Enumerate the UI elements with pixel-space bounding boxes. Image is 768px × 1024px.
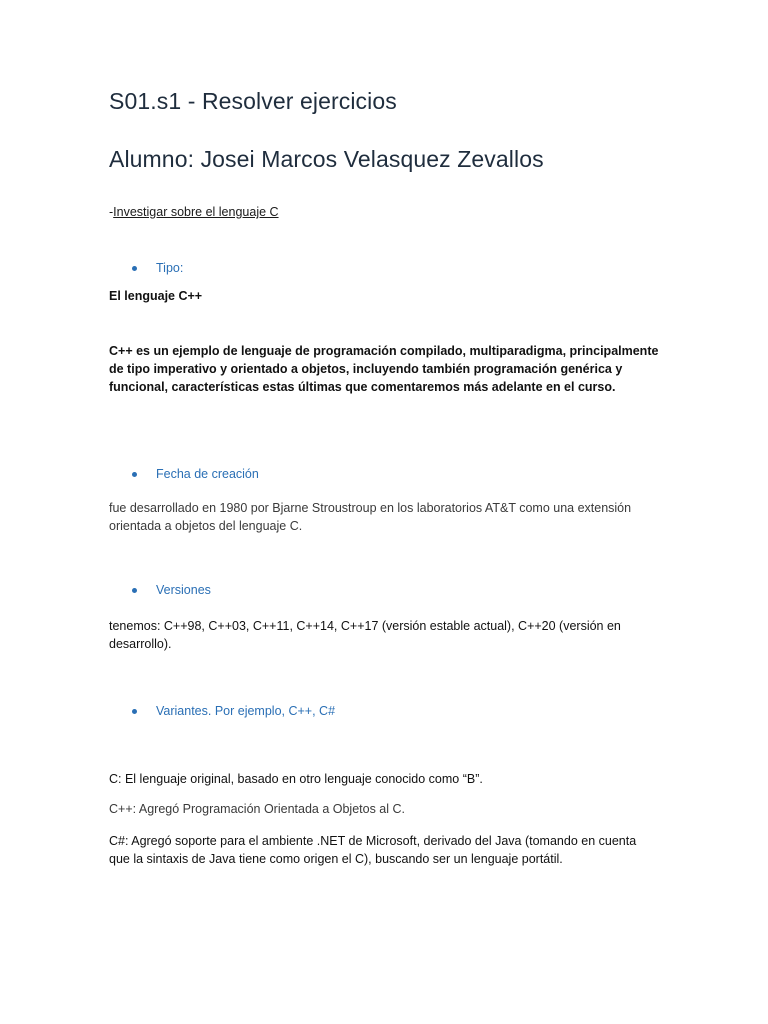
bullet-dot-icon [132,472,137,477]
bullet-dot-icon [132,588,137,593]
tipo-line: El lenguaje C++ [109,289,203,303]
paragraph-line: orientada a objetos del lenguaje C. [109,519,303,533]
heading-fecha: Fecha de creación [156,467,259,481]
c-line: C: El lenguaje original, basado en otro lenguaje conocido como “B”. [109,772,483,786]
paragraph-line: tenemos: C++98, C++03, C++11, C++14, C++17 (versión estable actual), C++20 (versión en [109,619,621,633]
paragraph-line: C++ es un ejemplo de lenguaje de programación compilado, multiparadigma, principalmente [109,344,659,358]
bullet-tipo [132,261,183,275]
heading-variantes: Variantes. Por ejemplo, C++, C# [156,704,336,718]
fecha-paragraph [109,499,631,535]
intro-link[interactable]: Investigar sobre el lenguaje C [113,205,279,219]
heading-versiones: Versiones [156,583,211,597]
intro-prefix: - [109,205,114,219]
bullet-dot-icon [132,709,137,714]
versiones-paragraph [109,617,621,653]
intro-line [109,205,279,219]
csharp-paragraph [109,832,636,868]
page-title: S01.s1 - Resolver ejercicios [109,88,397,114]
paragraph-line: desarrollo). [109,637,172,651]
paragraph-line: funcional, características estas últimas que comentaremos más adelante en el curso. [109,380,616,394]
bullet-dot-icon [132,266,137,271]
paragraph-line: que la sintaxis de Java tiene como origen el C), buscando ser un lenguaje portátil. [109,852,563,866]
student-name: Alumno: Josei Marcos Velasquez Zevallos [109,146,544,172]
cpp-line: C++: Agregó Programación Orientada a Objetos al C. [109,802,405,816]
paragraph-line: de tipo imperativo y orientado a objetos, incluyendo también programación genérica y [109,362,623,376]
tipo-paragraph [109,342,658,396]
heading-tipo: Tipo: [156,261,184,275]
bullet-variantes [132,704,335,718]
bullet-versiones [132,583,211,597]
paragraph-line: fue desarrollado en 1980 por Bjarne Stroustroup en los laboratorios AT&T como una extensión [109,501,632,515]
bullet-fecha [132,467,259,481]
paragraph-line: C#: Agregó soporte para el ambiente .NET de Microsoft, derivado del Java (tomando en cuenta [109,834,637,848]
